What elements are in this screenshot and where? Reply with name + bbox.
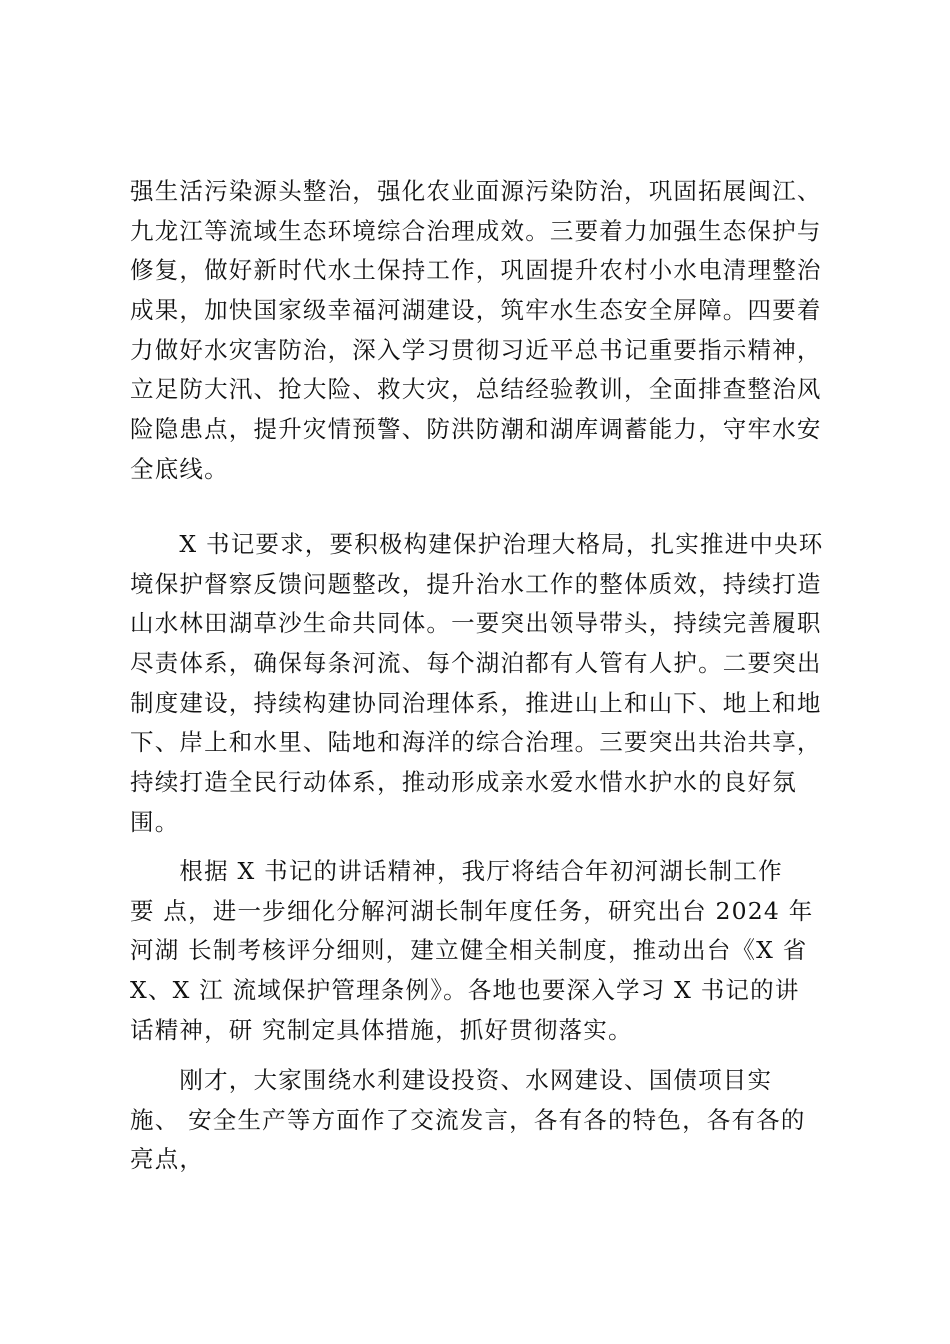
- text-line: 全底线。: [130, 454, 229, 483]
- text-line: 尽责体系，确保每条河流、每个湖泊都有人管有人护。二要突出: [130, 649, 822, 678]
- paragraph-3: [130, 852, 850, 1050]
- text-line: 话精神，研 究制定具体措施，抓好贯彻落实。: [130, 1015, 633, 1044]
- text-line: 要 点，进一步细化分解河湖长制年度任务，研究出台 2024 年: [130, 896, 814, 925]
- paragraph-4: [130, 1061, 850, 1180]
- text-line: 九龙江等流域生态环境综合治理成效。三要着力加强生态保护与: [130, 216, 822, 245]
- text-line: 围。: [130, 807, 180, 836]
- paragraph-1: [130, 172, 850, 490]
- text-line: 境保护督察反馈问题整改，提升治水工作的整体质效，持续打造: [130, 569, 822, 598]
- text-line: 制度建设，持续构建协同治理体系，推进山上和山下、地上和地: [130, 688, 822, 717]
- paragraph-2: [130, 525, 850, 843]
- text-line: 刚才，大家围绕水利建设投资、水网建设、国债项目实: [130, 1066, 773, 1094]
- text-line: 持续打造全民行动体系，推动形成亲水爱水惜水护水的良好氛: [130, 768, 797, 797]
- text-line: 力做好水灾害防治，深入学习贯彻习近平总书记重要指示精神，: [130, 335, 822, 364]
- text-line: X 书记要求，要积极构建保护治理大格局，扎实推进中央环: [130, 530, 824, 558]
- text-line: 强生活污染源头整治，强化农业面源污染防治，巩固拓展闽江、: [130, 177, 822, 205]
- text-line: 根据 X 书记的讲话精神，我厅将结合年初河湖长制工作: [130, 857, 783, 885]
- text-line: 立足防大汛、抢大险、救大灾，总结经验教训，全面排查整治风: [130, 375, 822, 404]
- text-line: 成果，加快国家级幸福河湖建设，筑牢水生态安全屏障。四要着: [130, 296, 822, 325]
- text-line: 施、 安全生产等方面作了交流发言，各有各的特色，各有各的: [130, 1105, 806, 1134]
- text-line: 下、岸上和水里、陆地和海洋的综合治理。三要突出共治共享，: [130, 728, 822, 757]
- text-line: 修复，做好新时代水土保持工作，巩固提升农村小水电清理整治: [130, 256, 822, 285]
- text-line: 山水林田湖草沙生命共同体。一要突出领导带头，持续完善履职: [130, 609, 822, 638]
- text-line: 亮点，: [130, 1145, 205, 1174]
- text-line: 河湖 长制考核评分细则，建立健全相关制度，推动出台《X 省: [130, 936, 808, 965]
- text-line: 险隐患点，提升灾情预警、防洪防潮和湖库调蓄能力，守牢水安: [130, 415, 822, 444]
- text-line: X、X 江 流域保护管理条例》。各地也要深入学习 X 书记的讲: [130, 976, 800, 1005]
